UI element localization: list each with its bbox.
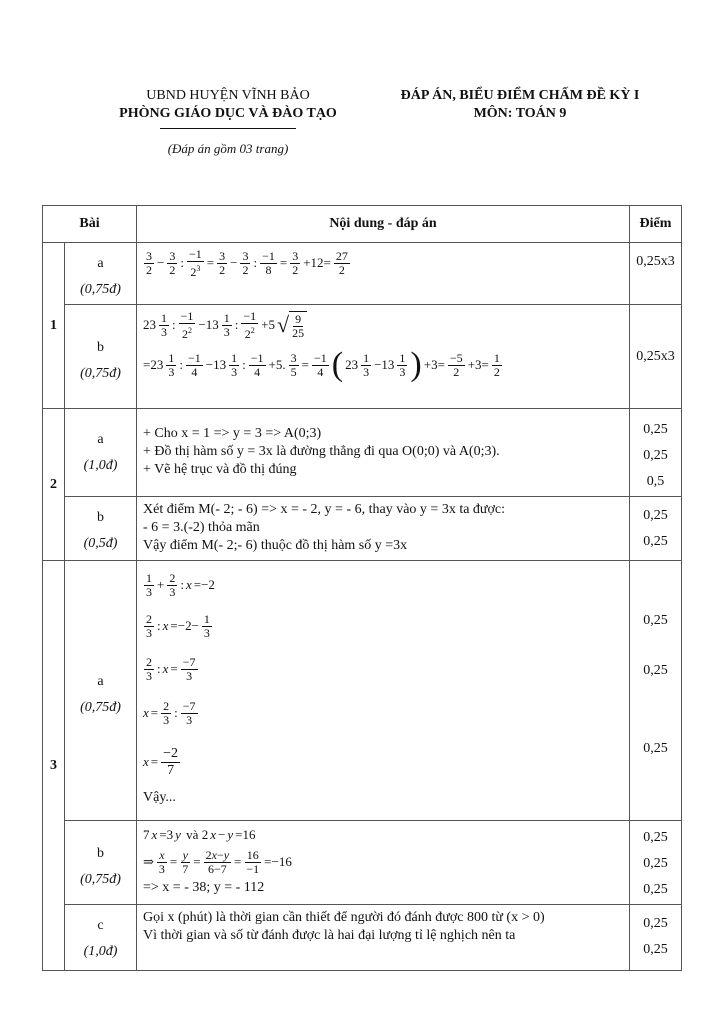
score-cell: 0,25 0,25 0,5 — [630, 409, 682, 497]
question-number: 1 — [43, 243, 65, 409]
part-label: a — [97, 673, 104, 689]
col-bai-header: Bài — [43, 206, 137, 243]
math-expression: 7 x =3 y và 2 x − y =16 — [143, 827, 256, 842]
table-row — [43, 243, 682, 305]
math-expression: x = $\frac{-2}{7}$ — [143, 745, 179, 778]
part-points: (0,75đ) — [80, 282, 121, 297]
score-cell: 0,25x3 — [630, 243, 682, 305]
score-cell: 0,25x3 — [630, 305, 682, 409]
org-line2: PHÒNG GIÁO DỤC VÀ ĐÀO TẠO — [119, 106, 337, 121]
score-cell: 0,25 0,25 0,25 — [630, 561, 682, 821]
content-line: + Cho x = 1 => y = 3 => A(0;3) — [143, 426, 322, 441]
content-line: => x = - 38; y = - 112 — [143, 880, 265, 895]
question-number: 2 — [43, 409, 65, 561]
page-note: (Đáp án gồm 03 trang) — [167, 141, 289, 156]
content-cell — [137, 243, 630, 305]
content-line: - 6 = 3.(-2) thỏa mãn — [143, 520, 260, 535]
header-right — [375, 88, 665, 122]
part-points: (0,5đ) — [83, 536, 118, 551]
math-expression: 23 $\frac{1}{3}$ : $\frac{-1}{2^2}$ −13 $\frac{1}{3}$ : $\frac{-1}{2^2}$ +5 √ $\frac{9}{25}$ — [143, 309, 623, 341]
math-expression: $\frac{1}{3}$ + $\frac{2}{3}$ : x =−2 — [146, 570, 215, 599]
part-cell — [65, 561, 137, 821]
content-cell — [137, 497, 630, 561]
doc-title: ĐÁP ÁN, BIỂU ĐIỂM CHẤM ĐỀ KỲ I — [400, 88, 640, 103]
col-score-header: Điểm — [630, 206, 682, 243]
part-cell — [65, 305, 137, 409]
score-cell: 0,25 0,25 0,25 — [630, 821, 682, 905]
part-cell — [65, 905, 137, 971]
math-expression: $\frac{2}{3}$ : x =−2− $\frac{1}{3}$ — [146, 611, 210, 640]
part-label: a — [97, 432, 104, 447]
table-row — [43, 905, 682, 971]
content-cell — [137, 409, 630, 497]
part-label: a — [97, 256, 104, 271]
part-cell — [65, 409, 137, 497]
col-content-header: Nội dung - đáp án — [137, 206, 630, 243]
math-expression: $\frac{3}{2}$ − $\frac{3}{2}$ : $\frac{-1}{2^3}$ = $\frac{3}{2}$ − $\frac{3}{2}$ : $\frac{-1}{8}$ = $\frac{3}{2}$ +12= $\frac{27}{2}$ — [146, 246, 348, 279]
part-cell — [65, 243, 137, 305]
content-line: Vậy... — [143, 790, 176, 805]
table-row — [43, 497, 682, 561]
math-expression: x = $\frac{2}{3}$ : $\frac{-7}{3}$ — [143, 698, 196, 727]
part-points: (0,75đ) — [80, 871, 121, 887]
math-expression: $\frac{2}{3}$ : x = $\frac{-7}{3}$ — [146, 654, 196, 683]
table-row — [43, 561, 682, 821]
answer-table — [42, 205, 682, 971]
org-line1: UBND HUYỆN VĨNH BẢO — [146, 88, 310, 103]
content-cell — [137, 305, 630, 409]
content-cell — [137, 561, 630, 821]
content-line: Vì thời gian và số từ đánh được là hai đại lượng tỉ lệ nghịch nên ta — [143, 928, 516, 943]
table-header-row — [43, 206, 682, 243]
subject-title: MÔN: TOÁN 9 — [473, 106, 567, 121]
content-line: + Vẽ hệ trục và đồ thị đúng — [143, 462, 297, 477]
content-line: Vậy điểm M(- 2;- 6) thuộc đồ thị hàm số y =3x — [143, 538, 408, 553]
part-label: b — [97, 510, 104, 525]
part-points: (1,0đ) — [83, 458, 118, 473]
content-cell — [137, 821, 630, 905]
math-expression: ⇒ $\frac{x}{3}$ = $\frac{y}{7}$ = $\frac{2x-y}{6-7}$ = $\frac{16}{-1}$ =−16 — [143, 847, 292, 876]
header-divider — [160, 128, 296, 129]
score-cell: 0,25 0,25 — [630, 905, 682, 971]
table-row — [43, 305, 682, 409]
content-line: + Đồ thị hàm số y = 3x là đường thẳng đi qua O(0;0) và A(0;3). — [143, 444, 500, 459]
part-label: b — [97, 845, 104, 861]
part-cell — [65, 821, 137, 905]
part-points: (0,75đ) — [80, 699, 121, 715]
question-number: 3 — [43, 561, 65, 971]
part-points: (1,0đ) — [83, 944, 118, 959]
part-points: (0,75đ) — [80, 365, 121, 381]
content-line: Xét điểm M(- 2; - 6) => x = - 2, y = - 6, thay vào y = 3x ta được: — [143, 502, 506, 517]
content-cell — [137, 905, 630, 971]
part-cell — [65, 497, 137, 561]
table-row — [43, 821, 682, 905]
score-cell: 0,25 0,25 — [630, 497, 682, 561]
table-row — [43, 409, 682, 497]
part-label: b — [97, 339, 104, 355]
header-left — [98, 88, 358, 157]
content-line: Gọi x (phút) là thời gian cần thiết để người đó đánh được 800 từ (x > 0) — [143, 910, 545, 925]
part-label: c — [97, 918, 104, 933]
math-expression: =23 $\frac{1}{3}$ : $\frac{-1}{4}$ −13 $\frac{1}{3}$ : $\frac{-1}{4}$ +5. $\frac{3}{5}$ = $\frac{-1}{4}$ ( 23 $\frac{1}{3}$ −13 $\frac{1}{3}$ ) +3= $\frac{-5}{2}$ +3= $\frac{1}{2}$ — [143, 346, 500, 383]
